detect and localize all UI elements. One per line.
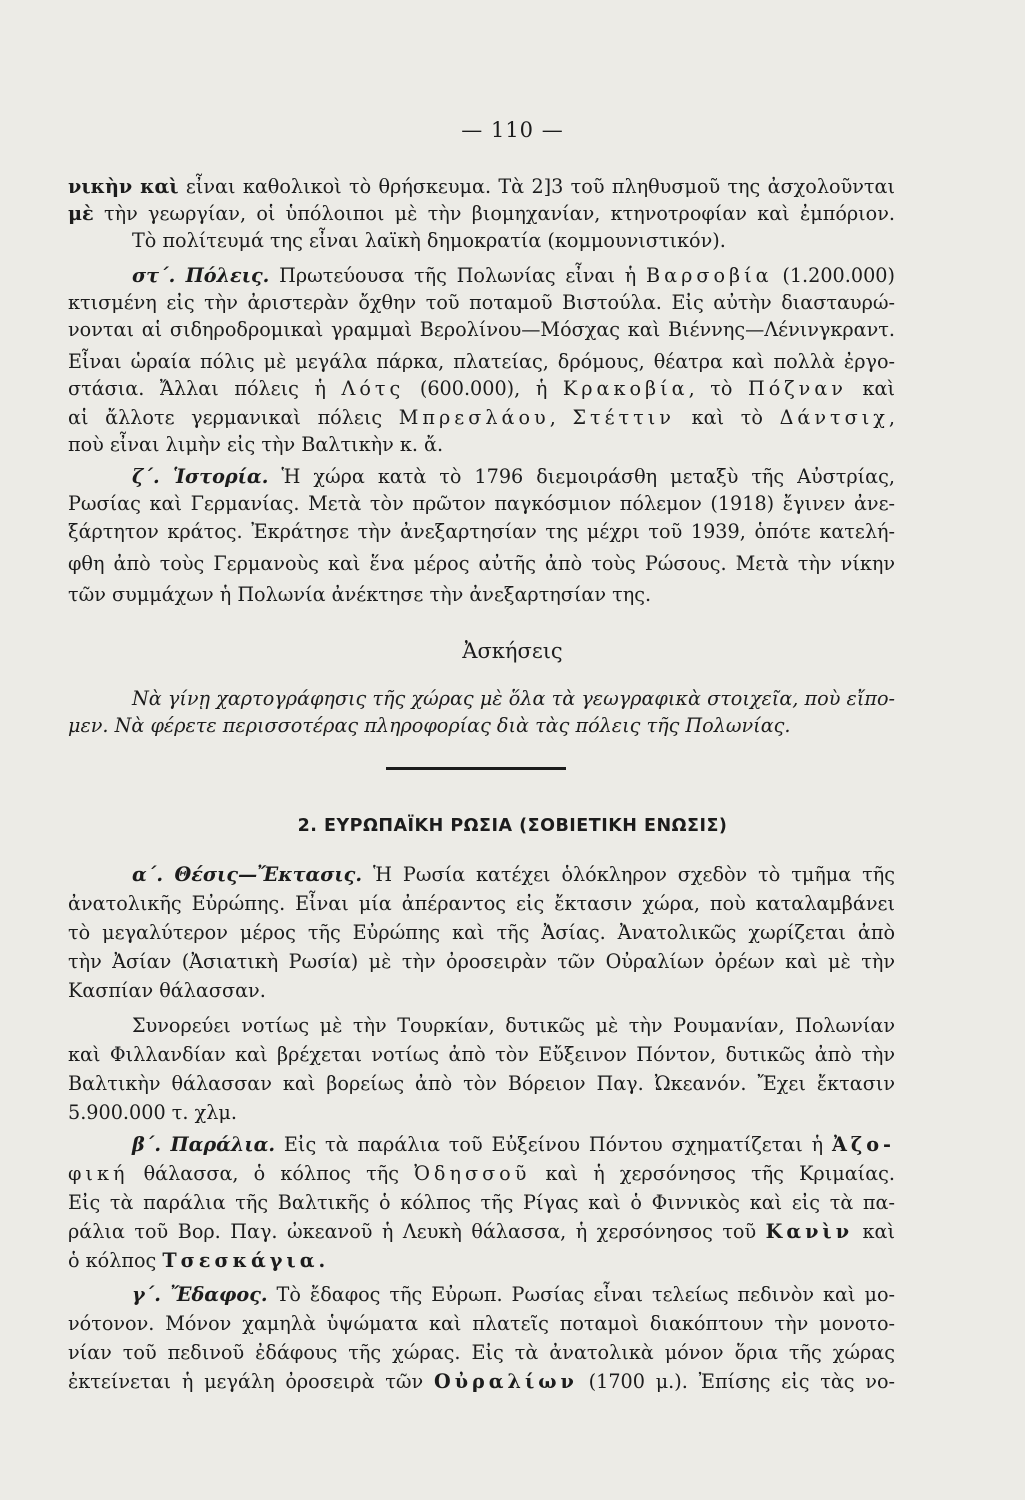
- section-title: 2. ΕΥΡΩΠΑΪΚΗ ΡΩΣΙΑ (ΣΟΒΙΕΤΙΚΗ ΕΝΩΣΙΣ): [297, 816, 728, 836]
- text-line: τῶν συμμάχων ἡ Πολωνία ἀνέκτησε τὴν ἀνεξαρτησίαν της.: [68, 583, 652, 606]
- text-line: ζ΄. Ἱστορία. Ἡ χώρα κατὰ τὸ 1796 διεμοιράσθη μεταξὺ τῆς Αὐστρίας,: [132, 465, 895, 488]
- section-divider: [386, 767, 566, 770]
- text-line: νότονον. Μόνον χαμηλὰ ὑψώματα καὶ πλατεῖς ποταμοὶ διακόπτουν τὴν μονοτο-: [68, 1312, 895, 1335]
- text-line: αἱ ἄλλοτε γερμανικαὶ πόλεις Μπρεσλάου, Στέττιν καὶ τὸ Δάντσιχ,: [68, 406, 896, 429]
- text-line: μὲ τὴν γεωργίαν, οἱ ὑπόλοιποι μὲ τὴν βιομηχανίαν, κτηνοτροφίαν καὶ ἐμπόριον.: [68, 202, 895, 225]
- text-line: ἐκτείνεται ἡ μεγάλη ὀροσειρὰ τῶν Οὐραλίων (1700 μ.). Ἐπίσης εἰς τὰς νο-: [68, 1370, 895, 1393]
- text-line: Εἰς τὰ παράλια τῆς Βαλτικῆς ὁ κόλπος τῆς Ρίγας καὶ ὁ Φιννικὸς καὶ εἰς τὰ πα-: [68, 1191, 895, 1214]
- text-line: Βαλτικὴν θάλασσαν καὶ βορείως ἀπὸ τὸν Βόρειον Παγ. Ὠκεανόν. Ἔχει ἔκτασιν: [68, 1072, 895, 1095]
- subheading: ζ΄. Ἱστορία.: [132, 465, 269, 488]
- text-line: Συνορεύει νοτίως μὲ τὴν Τουρκίαν, δυτικῶς μὲ τὴν Ρουμανίαν, Πολωνίαν: [132, 1014, 895, 1037]
- text-line: κτισμένη εἰς τὴν ἀριστερὰν ὄχθην τοῦ ποταμοῦ Βιστούλα. Εἰς αὐτὴν διασταυρώ-: [68, 291, 895, 314]
- page-number: — 110 —: [461, 118, 564, 142]
- exercise-line: μεν. Νὰ φέρετε περισσοτέρας πληροφορίας διὰ τὰς πόλεις τῆς Πολωνίας.: [68, 714, 791, 737]
- subheading: γ΄. Ἔδαφος.: [132, 1283, 268, 1306]
- text-line: Ρωσίας καὶ Γερμανίας. Μετὰ τὸν πρῶτον παγκόσμιον πόλεμον (1918) ἔγινεν ἀνε-: [68, 492, 895, 515]
- text-line: στάσια. Ἄλλαι πόλεις ἡ Λότς (600.000), ἡ Κρακοβία, τὸ Πόζναν καὶ: [68, 377, 895, 400]
- text-line: ποὺ εἶναι λιμὴν εἰς τὴν Βαλτικὴν κ. ἄ.: [68, 433, 444, 456]
- text-line: τὸ μεγαλύτερον μέρος τῆς Εὐρώπης καὶ τῆς Ἀσίας. Ἀνατολικῶς χωρίζεται ἀπὸ: [68, 921, 895, 944]
- text-line: ὁ κόλπος Τσεσκάγια.: [68, 1249, 330, 1272]
- text-line: α΄. Θέσις—Ἔκτασις. Ἡ Ρωσία κατέχει ὁλόκληρον σχεδὸν τὸ τμῆμα τῆς: [132, 863, 895, 886]
- text-line: ράλια τοῦ Βορ. Παγ. ὠκεανοῦ ἡ Λευκὴ θάλασσα, ἡ χερσόνησος τοῦ Κανὶν καὶ: [68, 1220, 895, 1243]
- text-line: νονται αἱ σιδηροδρομικαὶ γραμμαὶ Βερολίνου—Μόσχας καὶ Βιέννης—Λένινγκραντ.: [68, 318, 895, 341]
- subheading: β΄. Παράλια.: [132, 1133, 276, 1156]
- text-line: Κασπίαν θάλασσαν.: [68, 979, 266, 1002]
- exercise-line: Νὰ γίνῃ χαρτογράφησις τῆς χώρας μὲ ὅλα τὰ γεωγραφικὰ στοιχεῖα, ποὺ εἴπο-: [132, 687, 895, 710]
- text-line: Εἶναι ὡραία πόλις μὲ μεγάλα πάρκα, πλατείας, δρόμους, θέατρα καὶ πολλὰ ἐργο-: [68, 350, 895, 373]
- text-line: στ΄. Πόλεις. Πρωτεύουσα τῆς Πολωνίας εἶναι ἡ Βαρσοβία (1.200.000): [132, 264, 895, 287]
- text-line: φθη ἀπὸ τοὺς Γερμανοὺς καὶ ἕνα μέρος αὐτῆς ἀπὸ τοὺς Ρώσους. Μετὰ τὴν νίκην: [68, 552, 895, 575]
- text-line: γ΄. Ἔδαφος. Τὸ ἔδαφος τῆς Εὐρωπ. Ρωσίας εἶναι τελείως πεδινὸν καὶ μο-: [132, 1283, 896, 1306]
- subheading: α΄. Θέσις—Ἔκτασις.: [132, 863, 363, 886]
- text-line: καὶ Φιλλανδίαν καὶ βρέχεται νοτίως ἀπὸ τὸν Εὔξεινον Πόντον, δυτικῶς ἀπὸ τὴν: [68, 1043, 895, 1066]
- text-line: 5.900.000 τ. χλμ.: [68, 1101, 237, 1124]
- text-line: νικὴν καὶ εἶναι καθολικοὶ τὸ θρήσκευμα. Τὰ 2]3 τοῦ πληθυσμοῦ της ἀσχολοῦνται: [68, 175, 895, 198]
- text-line: β΄. Παράλια. Εἰς τὰ παράλια τοῦ Εὐξείνου Πόντου σχηματίζεται ἡ Ἀζο-: [132, 1133, 895, 1156]
- text-line: Τὸ πολίτευμά της εἶναι λαϊκὴ δημοκρατία (κομμουνιστικόν).: [132, 229, 726, 252]
- subheading: στ΄. Πόλεις.: [132, 264, 270, 287]
- text-line: τὴν Ἀσίαν (Ἀσιατικὴ Ρωσία) μὲ τὴν ὀροσειρὰν τῶν Οὐραλίων ὀρέων καὶ μὲ τὴν: [68, 950, 895, 973]
- text-line: φική θάλασσα, ὁ κόλπος τῆς Ὀδησσοῦ καὶ ἡ χερσόνησος τῆς Κριμαίας.: [68, 1162, 895, 1185]
- exercises-heading: Ἀσκήσεις: [462, 639, 563, 663]
- text-line: νίαν τοῦ πεδινοῦ ἐδάφους τῆς χώρας. Εἰς τὰ ἀνατολικὰ μόνον ὅρια τῆς χώρας: [68, 1341, 895, 1364]
- text-line: ἀνατολικῆς Εὐρώπης. Εἶναι μία ἀπέραντος εἰς ἔκτασιν χώρα, ποὺ καταλαμβάνει: [68, 892, 895, 915]
- text-line: ξάρτητον κράτος. Ἐκράτησε τὴν ἀνεξαρτησίαν της μέχρι τοῦ 1939, ὁπότε κατελή-: [68, 520, 895, 543]
